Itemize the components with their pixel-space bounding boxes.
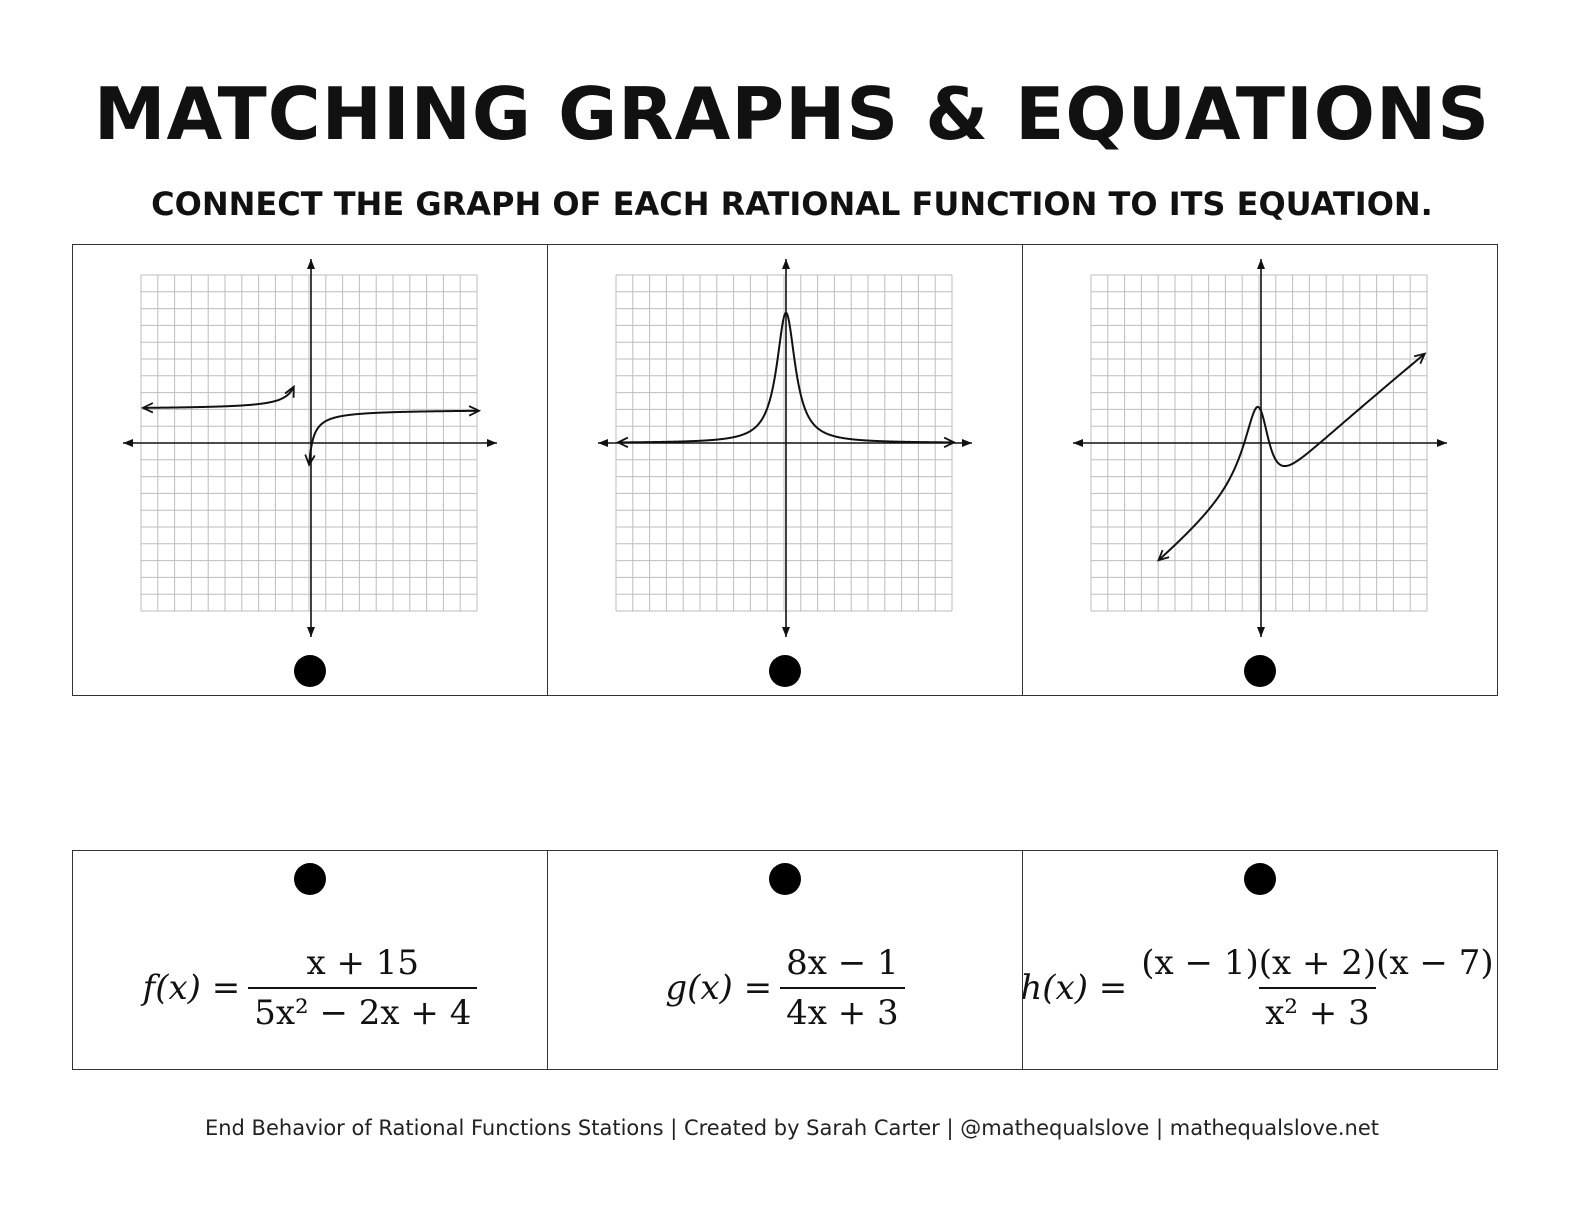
page-title: MATCHING GRAPHS & EQUATIONS: [93, 72, 1491, 156]
fraction: [248, 943, 477, 1033]
equation-card-h: [1020, 851, 1497, 1069]
x-axis-arrow-left: [123, 439, 133, 447]
equation-card-g: [548, 851, 1023, 1069]
curve-left-branch: [143, 387, 294, 408]
connect-dot-graph-3[interactable]: [1244, 655, 1276, 687]
connect-dot-equation-h[interactable]: [1244, 863, 1276, 895]
y-axis-arrow-down: [1257, 627, 1265, 637]
footer-credits: End Behavior of Rational Functions Stations | Created by Sarah Carter | @mathequalslove | mathequalslove.net: [204, 1116, 1380, 1140]
curve-right-branch: [309, 411, 479, 465]
equation-lhs: g(x) =: [665, 968, 773, 1008]
curve-cubic: [1159, 354, 1425, 561]
graph-2: [596, 253, 976, 643]
equation-f: [73, 943, 547, 1033]
x-axis-arrow-left: [598, 439, 608, 447]
connect-dot-equation-g[interactable]: [769, 863, 801, 895]
x-axis-arrow-left: [1073, 439, 1083, 447]
graph-card-3: [1023, 245, 1497, 695]
denominator: x² + 3: [1259, 987, 1376, 1033]
graph-1: [121, 253, 501, 643]
graph-card-2: [548, 245, 1023, 695]
equation-row: [72, 850, 1498, 1070]
x-axis-arrow-right: [962, 439, 972, 447]
y-axis-arrow-up: [307, 259, 315, 269]
numerator: x + 15: [306, 943, 420, 983]
equation-lhs: f(x) =: [142, 968, 241, 1008]
y-axis-arrow-up: [782, 259, 790, 269]
fraction: [780, 943, 905, 1033]
denominator: 4x + 3: [780, 987, 905, 1033]
connect-dot-equation-f[interactable]: [294, 863, 326, 895]
equation-g: [548, 943, 1022, 1033]
y-axis-arrow-down: [782, 627, 790, 637]
x-axis-arrow-right: [487, 439, 497, 447]
numerator: (x − 1)(x + 2)(x − 7): [1141, 943, 1494, 983]
fraction: [1135, 943, 1499, 1033]
connect-dot-graph-1[interactable]: [294, 655, 326, 687]
equation-lhs: h(x) =: [1020, 968, 1128, 1008]
graph-row: [72, 244, 1498, 696]
equation-card-f: [73, 851, 548, 1069]
connect-dot-graph-2[interactable]: [769, 655, 801, 687]
y-axis-arrow-up: [1257, 259, 1265, 269]
instructions: CONNECT THE GRAPH OF EACH RATIONAL FUNCTION TO ITS EQUATION.: [151, 185, 1433, 223]
x-axis-arrow-right: [1437, 439, 1447, 447]
graph-card-1: [73, 245, 548, 695]
equation-h: [1020, 943, 1497, 1033]
denominator: 5x² − 2x + 4: [248, 987, 477, 1033]
y-axis-arrow-down: [307, 627, 315, 637]
numerator: 8x − 1: [786, 943, 899, 983]
graph-3: [1071, 253, 1451, 643]
